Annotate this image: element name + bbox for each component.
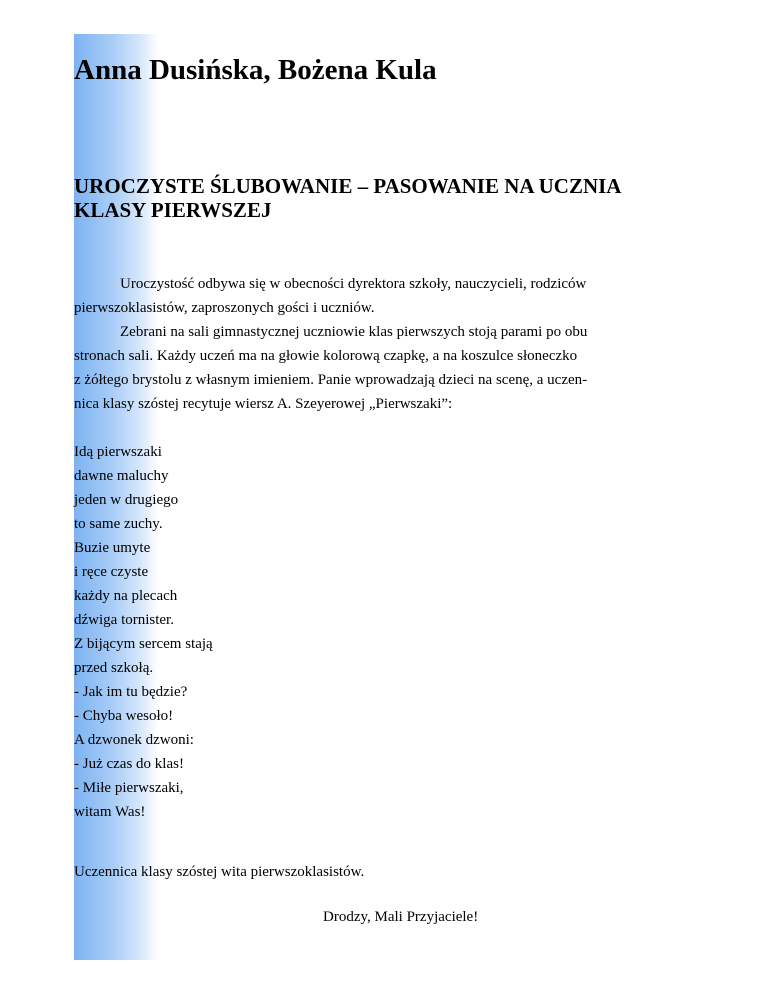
poem-line: - Już czas do klas! bbox=[74, 756, 184, 772]
paragraph-line: stronach sali. Każdy uczeń ma na głowie kolorową czapkę, a na koszulce słoneczko bbox=[74, 348, 578, 364]
author-heading: Anna Dusińska, Bożena Kula bbox=[74, 54, 437, 86]
paragraph-line: pierwszoklasistów, zaproszonych gości i uczniów. bbox=[74, 300, 375, 316]
closing-line: Uczennica klasy szóstej wita pierwszoklasistów. bbox=[74, 864, 365, 880]
poem bbox=[74, 440, 213, 824]
poem-line: przed szkołą. bbox=[74, 660, 154, 676]
poem-line: A dzwonek dzwoni: bbox=[74, 732, 194, 748]
title-line: UROCZYSTE ŚLUBOWANIE – PASOWANIE NA UCZNIA bbox=[74, 174, 622, 198]
poem-line: dawne maluchy bbox=[74, 468, 169, 484]
poem-line: - Miłe pierwszaki, bbox=[74, 780, 184, 796]
paragraph-line: z żółtego brystolu z własnym imieniem. Panie wprowadzają dzieci na scenę, a uczen- bbox=[74, 372, 588, 388]
poem-line: Z bijącym sercem stają bbox=[74, 636, 213, 652]
paragraph-line: Zebrani na sali gimnastycznej uczniowie klas pierwszych stoją parami po obu bbox=[120, 324, 588, 340]
poem-line: każdy na plecach bbox=[74, 588, 178, 604]
poem-line: - Jak im tu będzie? bbox=[74, 684, 188, 700]
intro-paragraphs bbox=[74, 272, 634, 416]
poem-line: i ręce czyste bbox=[74, 564, 149, 580]
document-page bbox=[74, 0, 704, 994]
poem-line: Idą pierwszaki bbox=[74, 444, 162, 460]
paragraph-line: nica klasy szóstej recytuje wiersz A. Szeyerowej „Pierwszaki”: bbox=[74, 396, 453, 412]
document-title bbox=[74, 174, 704, 222]
title-line: KLASY PIERWSZEJ bbox=[74, 198, 272, 222]
paragraph-line: Uroczystość odbywa się w obecności dyrektora szkoły, nauczycieli, rodziców bbox=[120, 276, 587, 292]
poem-line: - Chyba wesoło! bbox=[74, 708, 174, 724]
greeting-line: Drodzy, Mali Przyjaciele! bbox=[323, 909, 479, 925]
poem-line: Buzie umyte bbox=[74, 540, 151, 556]
poem-line: dźwiga tornister. bbox=[74, 612, 174, 628]
poem-line: jeden w drugiego bbox=[74, 492, 179, 508]
poem-line: to same zuchy. bbox=[74, 516, 163, 532]
poem-line: witam Was! bbox=[74, 804, 146, 820]
